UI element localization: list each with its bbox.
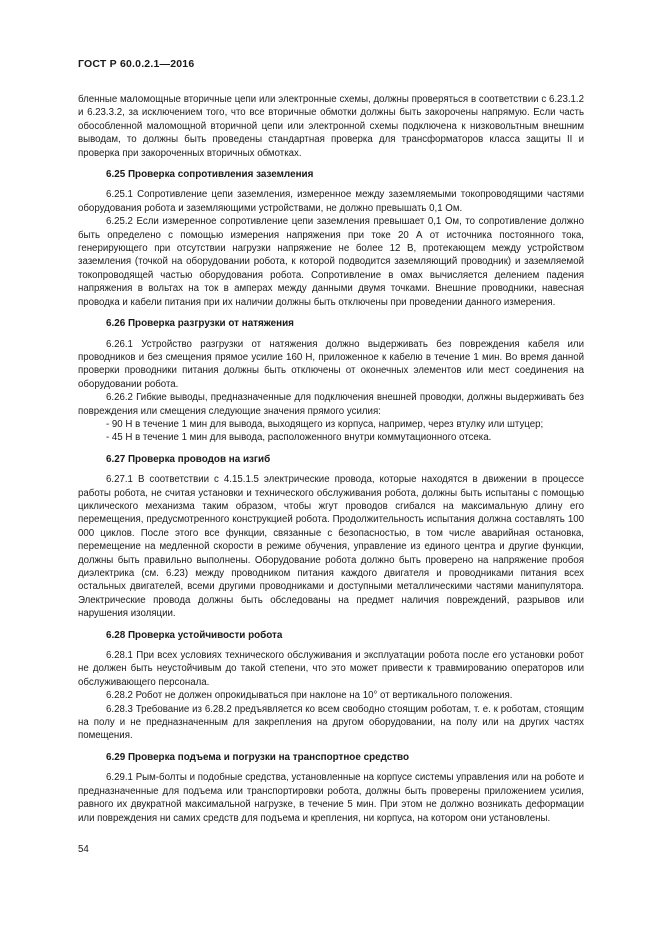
section-heading: 6.28 Проверка устойчивости робота [106, 629, 283, 641]
page-number: 54 [78, 844, 89, 855]
section-heading: 6.27 Проверка проводов на изгиб [106, 453, 271, 465]
paragraph: 6.28.3 Требование из 6.28.2 предъявляется ко всем свободно стоящим роботам, т. е. к роботам, стоящим на полу и не предназначенным для закрепления на другом оборудовании, на полу или на других частях помещения. [78, 703, 584, 742]
paragraph: 6.25.2 Если измеренное сопротивление цепи заземления превышает 0,1 Ом, то сопротивление должно быть определено с помощью измерения напряжения при токе 20 А от источника постоянного тока, генерирующего при отсутствии нагрузки напряжение не более 12 В, протекающем между устройством заземления (точкой на оборудовании робота, к которой подводится заземляющий проводник) и заземляемой токопроводящей частью оборудования робота. Сопротивление в омах вычисляется делением падения напряжения в вольтах на ток в амперах между данными двумя точками. Внешние проводники, навесная проводка и кабели питания при их наличии должны быть отключены при проведении данного измерения. [78, 216, 584, 308]
paragraph: 6.26.2 Гибкие выводы, предназначенные для подключения внешней проводки, должны выдерживать без повреждения или смещения следующие значения прямого усилия: [78, 392, 584, 417]
paragraph: 6.28.2 Робот не должен опрокидываться при наклоне на 10° от вертикального положения. [106, 690, 513, 702]
list-item: - 90 Н в течение 1 мин для вывода, выходящего из корпуса, например, через втулку или штуцер; [106, 418, 544, 430]
paragraph: 6.29.1 Рым-болты и подобные средства, установленные на корпусе системы управления или на роботе и предназначенные для подъема или транспортировки робота, должны быть проверены приложением усилия, равного их двукратной максимальной нагрузке, в течение 5 мин. При этом не должно возникать деформации или повреждения ни самих средств для подъема и крепления, ни корпуса, на котором они установлены. [78, 772, 584, 824]
list-item: - 45 Н в течение 1 мин для вывода, расположенного внутри коммутационного отсека. [106, 432, 492, 444]
document-header: ГОСТ Р 60.0.2.1—2016 [78, 58, 195, 70]
section-heading: 6.25 Проверка сопротивления заземления [106, 169, 314, 181]
document-body [78, 93, 584, 825]
paragraph: 6.27.1 В соответствии с 4.15.1.5 электрические провода, которые находятся в движении в процессе работы робота, не считая установки и технического обслуживания робота, должны быть испытаны с помощью циклического механизма таким образом, чтобы жгут проводов сгибался на максимальную длину его перемещения, предусмотренного конструкцией робота. Продолжительность испытания должна составлять 100 000 циклов. После этого все функции, связанные с безопасностью, в том числе аварийная остановка, перемещение на медленной скорости в режиме обучения, управление из единого центра и другие функции, должны быть правильно выполнены. Оборудование робота должно быть проверено на напряжение пробоя диэлектрика (см. 6.23) между проводником питания каждого двигателя и проводниками питания всех остальных двигателей, всеми другими проводниками и доступными металлическими частями манипулятора. Электрические провода должны быть обследованы на предмет наличия повреждений, разрывов или нарушения изоляции. [78, 474, 584, 620]
section-heading: 6.29 Проверка подъема и погрузки на транспортное средство [106, 751, 410, 763]
paragraph: 6.25.1 Сопротивление цепи заземления, измеренное между заземляемыми токопроводящими частями оборудования робота и заземляющими устройствами, не должно превышать 0,1 Ом. [78, 189, 584, 214]
paragraph: 6.28.1 При всех условиях технического обслуживания и эксплуатации робота после его установки робот не должен быть неустойчивым до такой степени, что это может привести к травмированию операторов или обслуживающего персонала. [78, 650, 584, 688]
paragraph: бленные маломощные вторичные цепи или электронные схемы, должны проверяться в соответствии с 6.23.1.2 и 6.23.3.2, за исключением того, что все вторичные обмотки должны быть закорочены напрямую. Если часть обособленной маломощной вторичной цепи или электронной схемы подключена к низковольтным внешним выводам, то должны быть проведены стандартная проверка для трансформаторов класса защиты II и проверка при закороченных вторичных обмотках. [78, 94, 584, 159]
section-heading: 6.26 Проверка разгрузки от натяжения [106, 318, 294, 330]
paragraph: 6.26.1 Устройство разгрузки от натяжения должно выдерживать без повреждения кабеля или проводников и без смещения прямое усилие 160 Н, приложенное к кабелю в течение 1 мин. Во время данной проверки проводники питания должны быть отключены от оконечных элементов или мест соединения на оборудовании робота. [78, 338, 584, 390]
